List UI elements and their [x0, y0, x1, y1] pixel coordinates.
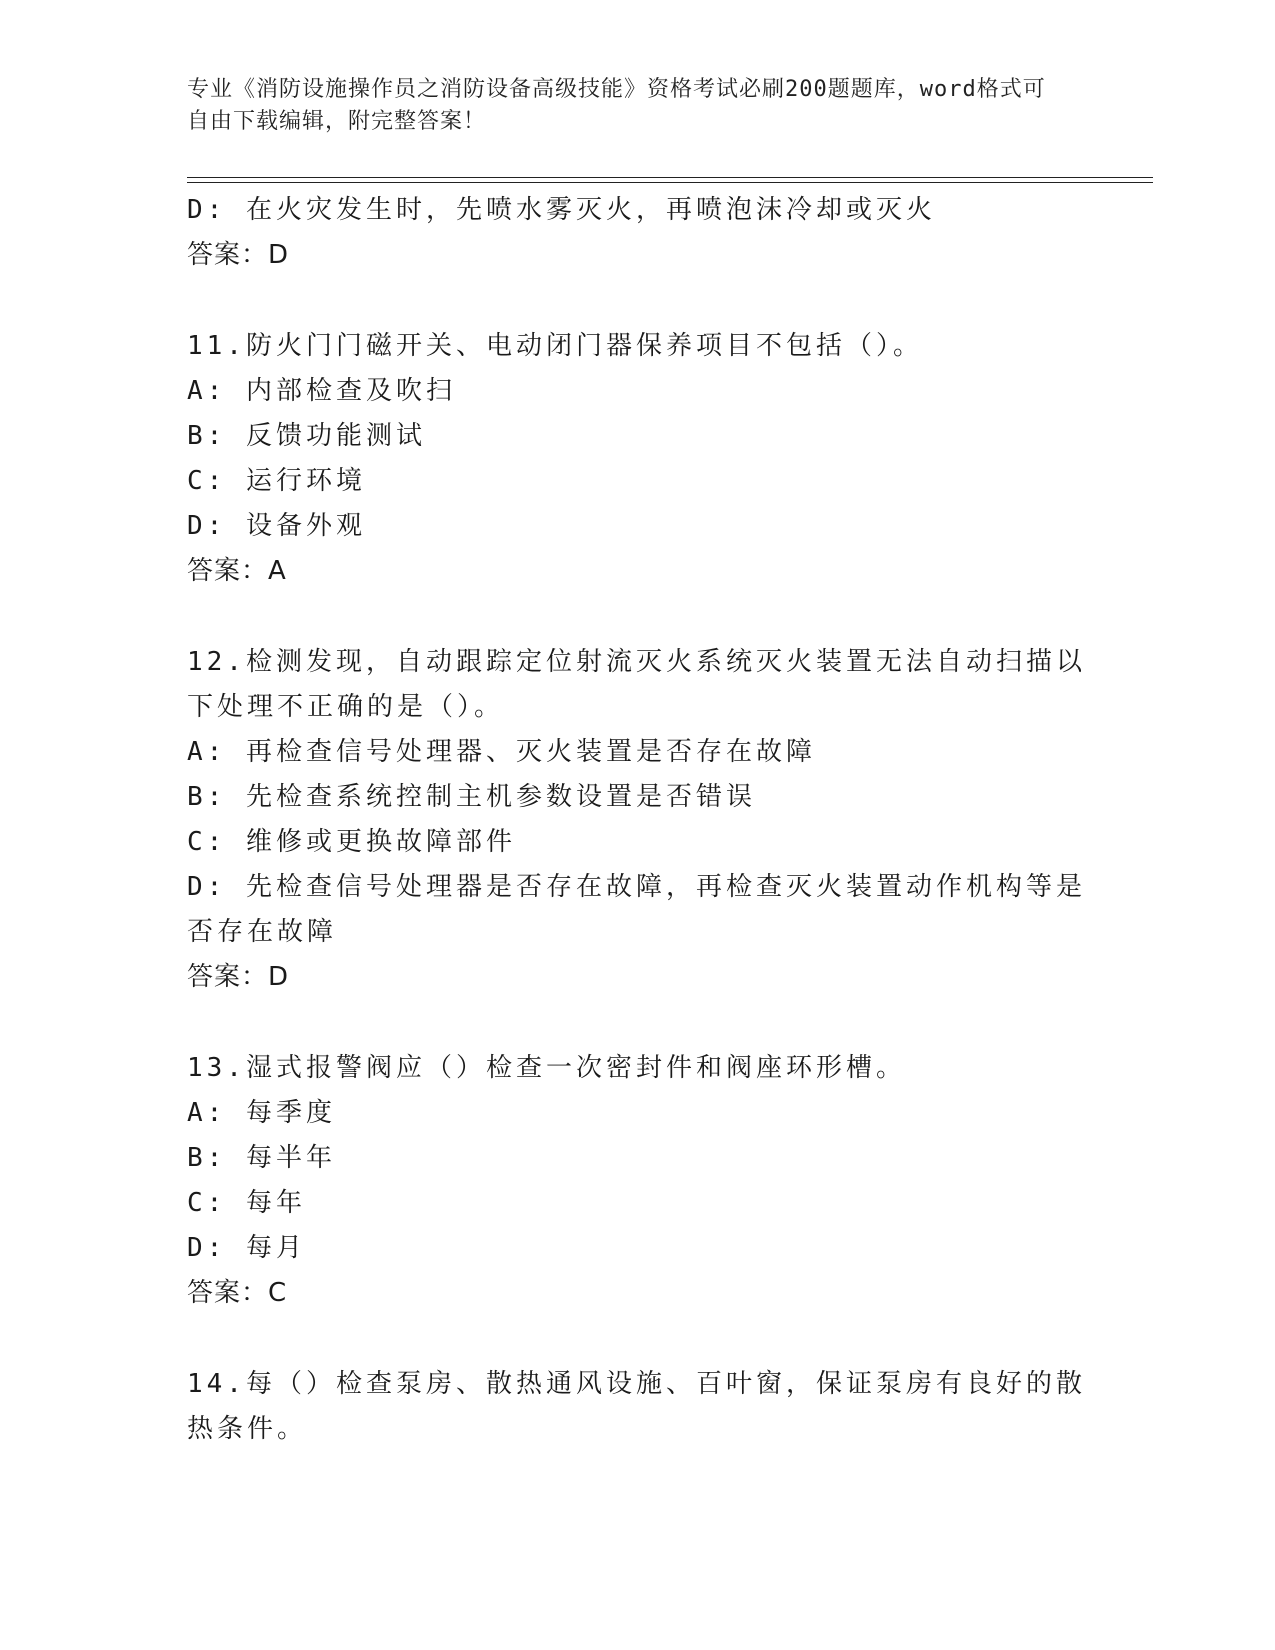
option-a: A: 再检查信号处理器、灭火装置是否存在故障 — [187, 737, 816, 767]
question-14 — [187, 1362, 1087, 1452]
spacer — [187, 278, 1087, 324]
option-d: D: 在火灾发生时，先喷水雾灭火，再喷泡沫冷却或灭火 — [187, 195, 936, 225]
option-d: D: 设备外观 — [187, 511, 366, 541]
option-d: D: 每月 — [187, 1233, 306, 1263]
option-c: C: 维修或更换故障部件 — [187, 827, 516, 857]
question-stem: 12.检测发现，自动跟踪定位射流灭火系统灭火装置无法自动扫描以下处理不正确的是（）。 — [187, 647, 1086, 722]
question-content — [187, 188, 1087, 1452]
header-rule-bottom — [187, 182, 1153, 183]
spacer — [187, 1316, 1087, 1362]
question-13 — [187, 1046, 1087, 1316]
answer-label: 答案：A — [187, 556, 287, 586]
option-b: B: 先检查系统控制主机参数设置是否错误 — [187, 782, 756, 812]
question-12 — [187, 640, 1087, 1000]
option-b: B: 反馈功能测试 — [187, 421, 426, 451]
answer-label: 答案：D — [187, 240, 290, 270]
header-rule-top — [187, 177, 1153, 178]
option-c: C: 每年 — [187, 1188, 306, 1218]
question-stem: 14.每（）检查泵房、散热通风设施、百叶窗，保证泵房有良好的散热条件。 — [187, 1369, 1086, 1444]
answer-label: 答案：C — [187, 1278, 288, 1308]
question-stem: 11.防火门门磁开关、电动闭门器保养项目不包括（）。 — [187, 331, 923, 361]
question-stem: 13.湿式报警阀应（）检查一次密封件和阀座环形槽。 — [187, 1053, 906, 1083]
answer-label: 答案：D — [187, 962, 290, 992]
option-c: C: 运行环境 — [187, 466, 366, 496]
option-b: B: 每半年 — [187, 1143, 336, 1173]
spacer — [187, 1000, 1087, 1046]
spacer — [187, 594, 1087, 640]
option-a: A: 每季度 — [187, 1098, 336, 1128]
option-a: A: 内部检查及吹扫 — [187, 376, 456, 406]
option-d: D: 先检查信号处理器是否存在故障，再检查灭火装置动作机构等是否存在故障 — [187, 872, 1086, 947]
page-header: 专业《消防设施操作员之消防设备高级技能》资格考试必刷200题题库，word格式可自由下载编辑，附完整答案！ — [187, 77, 1046, 134]
question-11 — [187, 324, 1087, 594]
question-10-continued — [187, 188, 1087, 278]
